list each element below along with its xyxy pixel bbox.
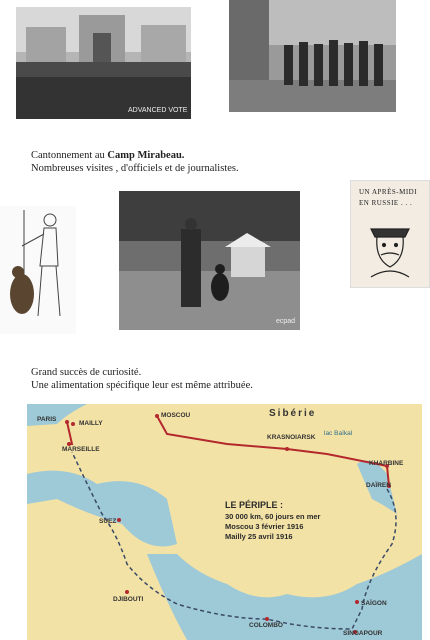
legend-line2: Moscou 3 février 1916: [225, 522, 304, 531]
city-singapour: SINGAPOUR: [343, 630, 383, 637]
city-mailly: MAILLY: [79, 420, 103, 427]
city-saigon: SAÏGON: [361, 600, 387, 607]
caption-camp-name: Camp Mirabeau.: [107, 150, 185, 161]
photo-officer-bear-image: [119, 191, 300, 330]
sketch-soldier-bear-image: [0, 206, 76, 334]
photo-crowd-arch: [16, 7, 191, 119]
city-djibouti: DJIBOUTI: [113, 596, 144, 603]
city-moscou: MOSCOU: [161, 412, 191, 419]
caption-success: Grand succès de curiosité.: [31, 367, 142, 378]
map-legend: [225, 500, 320, 542]
legend-title: LE PÉRIPLE :: [225, 500, 284, 510]
photo-bear-watermark: ecpad: [276, 318, 296, 325]
city-suez: SUEZ: [99, 518, 117, 525]
caption-camp-prefix: Cantonnement au: [31, 150, 108, 161]
city-krasnoiarsk: KRASNOIARSK: [267, 434, 316, 441]
cartoon-apres-midi: [350, 180, 430, 288]
cartoon-face-image: [351, 215, 429, 285]
city-colombo: COLOMBO: [249, 622, 283, 629]
sketch-soldier-bear: [0, 206, 76, 334]
photo-crowd-arch-image: [16, 7, 191, 119]
caption-feeding: Une alimentation spécifique leur est même attribuée.: [31, 380, 253, 391]
cartoon-title-line1: UN APRÈS-MIDI: [359, 188, 418, 196]
photo-marching-soldiers: [229, 0, 396, 112]
photo-crowd-watermark: ADVANCED VOTE: [128, 107, 188, 114]
caption-visits: Nombreuses visites , d'officiels et de journalistes.: [31, 163, 239, 174]
photo-soldiers-image: [229, 0, 396, 112]
photo-officer-bear: [119, 191, 300, 330]
caption-camp-mirabeau: [31, 149, 411, 175]
route-map: [27, 404, 422, 640]
legend-line1: 30 000 km, 60 jours en mer: [225, 512, 321, 521]
map-region-siberie: Sibérie: [269, 408, 317, 419]
caption-curiosity: [31, 366, 411, 392]
city-kharbine: KHARBINE: [369, 460, 404, 467]
lake-baikal: lac Baïkal: [324, 430, 353, 437]
legend-line3: Mailly 25 avril 1916: [225, 532, 293, 541]
city-paris: PARIS: [37, 416, 57, 423]
cartoon-title-line2: EN RUSSIE . . .: [359, 199, 413, 207]
city-dairen: DAÏREN: [366, 482, 391, 489]
city-marseille: MARSEILLE: [62, 446, 100, 453]
